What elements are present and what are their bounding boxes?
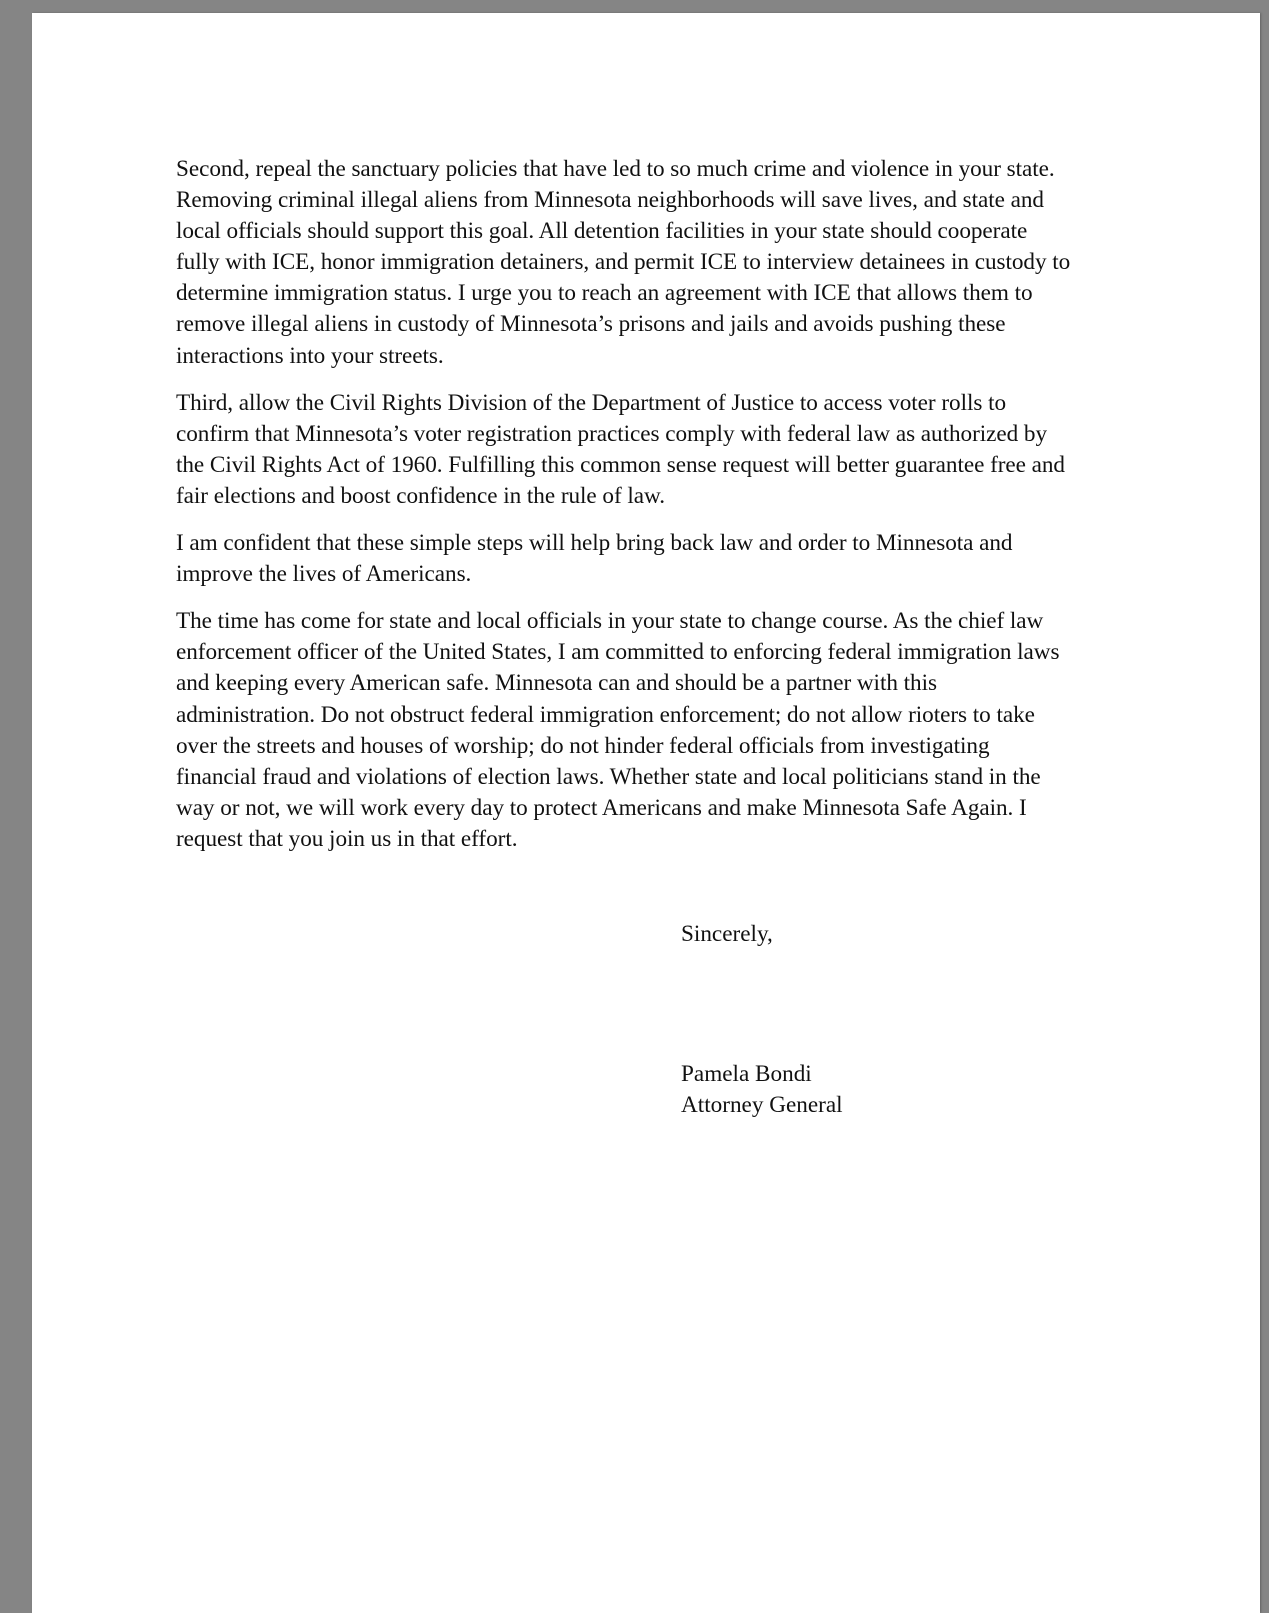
paragraph-change-course: The time has come for state and local officials in your state to change course. As the chief law enforcement officer of the United States, I am committed to enforcing federal immigration laws and keeping every American safe. Minnesota can and should be a partner with this administration. Do not obstruct federal immigration enforcement; do not allow rioters to take over the streets and houses of worship; do not hinder federal officials from investigating financial fraud and violations of election laws. Whether state and local politicians stand in the way or not, we will work every day to protect Americans and make Minnesota Safe Again. I request that you join us in that effort. — [176, 608, 1060, 852]
signature-block — [681, 1059, 843, 1121]
document-page — [32, 13, 1260, 1613]
paragraph-confidence: I am confident that these simple steps will help bring back law and order to Minnesota and improve the lives of Americans. — [176, 530, 1013, 588]
letter-closing: Sincerely, — [681, 921, 773, 947]
signer-title: Attorney General — [681, 1092, 843, 1119]
signer-name: Pamela Bondi — [681, 1061, 812, 1087]
letter-body — [176, 154, 1106, 871]
paragraph-voter-rolls: Third, allow the Civil Rights Division of the Department of Justice to access voter rolls to confirm that Minnesota’s voter registration practices comply with federal law as authorized by the Civil Rights Act of 1960. Fulfilling this common sense request will better guarantee free and fair elections and boost confidence in the rule of law. — [176, 389, 1065, 509]
paragraph-sanctuary-policies: Second, repeal the sanctuary policies that have led to so much crime and violence in your state. Removing criminal illegal aliens from Minnesota neighborhoods will save lives, and state and local officials should support this goal. All detention facilities in your state should cooperate fully with ICE, honor immigration detainers, and permit ICE to interview detainees in custody to determine immigration status. I urge you to reach an agreement with ICE that allows them to remove illegal aliens in custody of Minnesota’s prisons and jails and avoids pushing these interactions into your streets. — [176, 156, 1071, 369]
